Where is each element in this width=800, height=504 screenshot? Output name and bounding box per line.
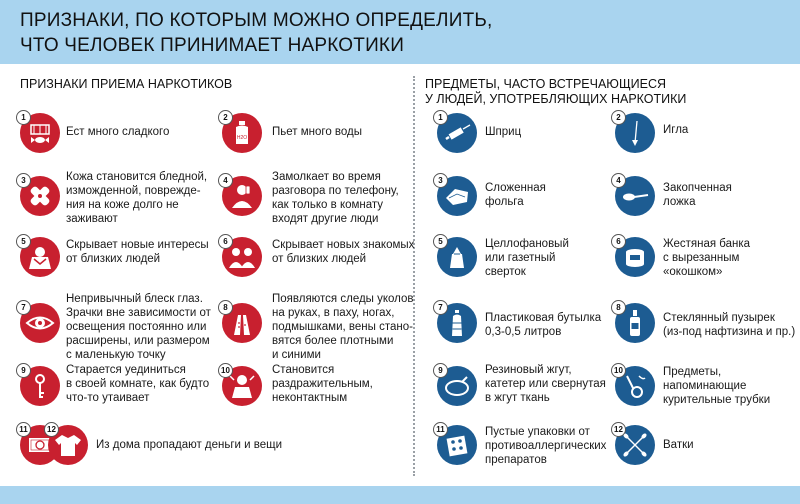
item-text-line: ложка bbox=[663, 196, 696, 208]
item-number-badge: 12 bbox=[611, 422, 626, 437]
page-title-line-1: ПРИЗНАКИ, ПО КОТОРЫМ МОЖНО ОПРЕДЕЛИТЬ, bbox=[20, 10, 493, 31]
item-text-line: Скрывает новых знакомых bbox=[272, 239, 415, 251]
item-text-line: в своей комнате, как будто bbox=[66, 378, 210, 390]
item-number-badge: 11 bbox=[16, 422, 31, 437]
item-text-line: фольга bbox=[485, 196, 524, 208]
item-text-line: освещения постоянно или bbox=[66, 321, 207, 333]
item-text-line: Ватки bbox=[663, 439, 694, 451]
item-text-line: Сложенная bbox=[485, 182, 546, 194]
item-text-line: Шприц bbox=[485, 126, 522, 138]
item-text-line: «окошком» bbox=[663, 266, 723, 278]
svg-text:H2O: H2O bbox=[236, 135, 248, 141]
item-text-line: Из дома пропадают деньги и вещи bbox=[96, 439, 283, 451]
item-number-badge: 5 bbox=[16, 234, 31, 249]
item-text-line: Кожа становится бледной, bbox=[66, 171, 208, 183]
item-text-line: Резиновый жгут, bbox=[485, 364, 572, 376]
item-text-line: изможденной, поврежде- bbox=[66, 185, 201, 197]
item-text-line: Непривычный блеск глаз. bbox=[66, 293, 203, 305]
item-text-line: катетер или свернутая bbox=[485, 378, 606, 390]
item-number-badge: 8 bbox=[611, 300, 626, 315]
right-section-title-line-2: У ЛЮДЕЙ, УПОТРЕБЛЯЮЩИХ НАРКОТИКИ bbox=[425, 92, 687, 106]
item-text-line: Стеклянный пузырек bbox=[663, 312, 775, 324]
item-number-badge: 9 bbox=[433, 363, 448, 378]
item-text-line: Старается уединиться bbox=[66, 364, 186, 376]
item-text-line: что-то утаивает bbox=[66, 392, 150, 404]
item-number-badge: 4 bbox=[611, 173, 626, 188]
item-text-line: разговора по телефону, bbox=[272, 185, 399, 197]
item-text-line: Пьет много воды bbox=[272, 126, 363, 138]
item-text-line: Закопченная bbox=[663, 182, 732, 194]
item-text-line: курительные трубки bbox=[663, 394, 771, 406]
item-number-badge: 3 bbox=[433, 173, 448, 188]
item-text-line: расширены, или размером bbox=[66, 335, 210, 347]
item-text-line: Игла bbox=[663, 124, 689, 136]
item-text-line: заживают bbox=[66, 213, 118, 225]
item-text-line: неконтактным bbox=[272, 392, 348, 404]
item-text-line: с вырезанным bbox=[663, 252, 740, 264]
item-text-line: Целлофановый bbox=[485, 238, 569, 250]
item-text-line: вятся более плотными bbox=[272, 335, 394, 347]
item-number-badge: 6 bbox=[218, 234, 233, 249]
item-text-line: Ест много сладкого bbox=[66, 126, 170, 138]
item-number-badge: 11 bbox=[433, 422, 448, 437]
item-number-badge: 8 bbox=[218, 300, 233, 315]
right-section-title-line-1: ПРЕДМЕТЫ, ЧАСТО ВСТРЕЧАЮЩИЕСЯ bbox=[425, 77, 667, 91]
item-text-line: сверток bbox=[485, 266, 526, 278]
item-number-badge: 2 bbox=[611, 110, 626, 125]
left-section-title: ПРИЗНАКИ ПРИЕМА НАРКОТИКОВ bbox=[20, 77, 233, 91]
item-text-line: на руках, в паху, ногах, bbox=[272, 307, 395, 319]
item-text-line: Зрачки вне зависимости от bbox=[66, 307, 211, 319]
page-title-line-2: ЧТО ЧЕЛОВЕК ПРИНИМАЕТ НАРКОТИКИ bbox=[20, 35, 405, 56]
item-text-line: подмышками, вены стано- bbox=[272, 321, 413, 333]
item-text-line: от близких людей bbox=[66, 253, 161, 265]
item-text-line: с маленькую точку bbox=[66, 349, 166, 361]
item-text-line: раздражительным, bbox=[272, 378, 373, 390]
item-text-line: противоаллергических bbox=[485, 440, 607, 452]
item-text-line: Жестяная банка bbox=[663, 238, 751, 250]
item-number-badge: 4 bbox=[218, 173, 233, 188]
item-number-badge: 1 bbox=[16, 110, 31, 125]
item-text-line: Скрывает новые интересы bbox=[66, 239, 209, 251]
item-text-line: Предметы, bbox=[663, 366, 722, 378]
item-number-badge: 10 bbox=[218, 363, 233, 378]
item-number-badge: 12 bbox=[44, 422, 59, 437]
item-text-line: Пустые упаковки от bbox=[485, 426, 590, 438]
item-number-badge: 7 bbox=[433, 300, 448, 315]
item-number-badge: 10 bbox=[611, 363, 626, 378]
item-text-line: Становится bbox=[272, 364, 335, 376]
item-number-badge: 5 bbox=[433, 234, 448, 249]
item-text-line: ния на коже долго не bbox=[66, 199, 179, 211]
item-text-line: и синими bbox=[272, 349, 321, 361]
item-number-badge: 9 bbox=[16, 363, 31, 378]
item-text-line: напоминающие bbox=[663, 380, 747, 392]
item-text-line: (из-под нафтизина и пр.) bbox=[663, 326, 796, 338]
item-text-line: входят другие люди bbox=[272, 213, 379, 225]
item-text-line: Пластиковая бутылка bbox=[485, 312, 602, 324]
item-number-badge: 3 bbox=[16, 173, 31, 188]
item-number-badge: 1 bbox=[433, 110, 448, 125]
footer-band bbox=[0, 486, 800, 504]
header-banner bbox=[0, 0, 800, 64]
section-divider bbox=[413, 76, 415, 476]
item-text-line: или газетный bbox=[485, 252, 556, 264]
item-text-line: 0,3-0,5 литров bbox=[485, 326, 562, 338]
item-text-line: в жгут ткань bbox=[485, 392, 550, 404]
item-text-line: Появляются следы уколов bbox=[272, 293, 414, 305]
item-number-badge: 6 bbox=[611, 234, 626, 249]
item-number-badge: 7 bbox=[16, 300, 31, 315]
item-number-badge: 2 bbox=[218, 110, 233, 125]
item-text-line: Замолкает во время bbox=[272, 171, 381, 183]
item-text-line: от близких людей bbox=[272, 253, 367, 265]
item-text-line: как только в комнату bbox=[272, 199, 384, 211]
item-text-line: препаратов bbox=[485, 454, 547, 466]
